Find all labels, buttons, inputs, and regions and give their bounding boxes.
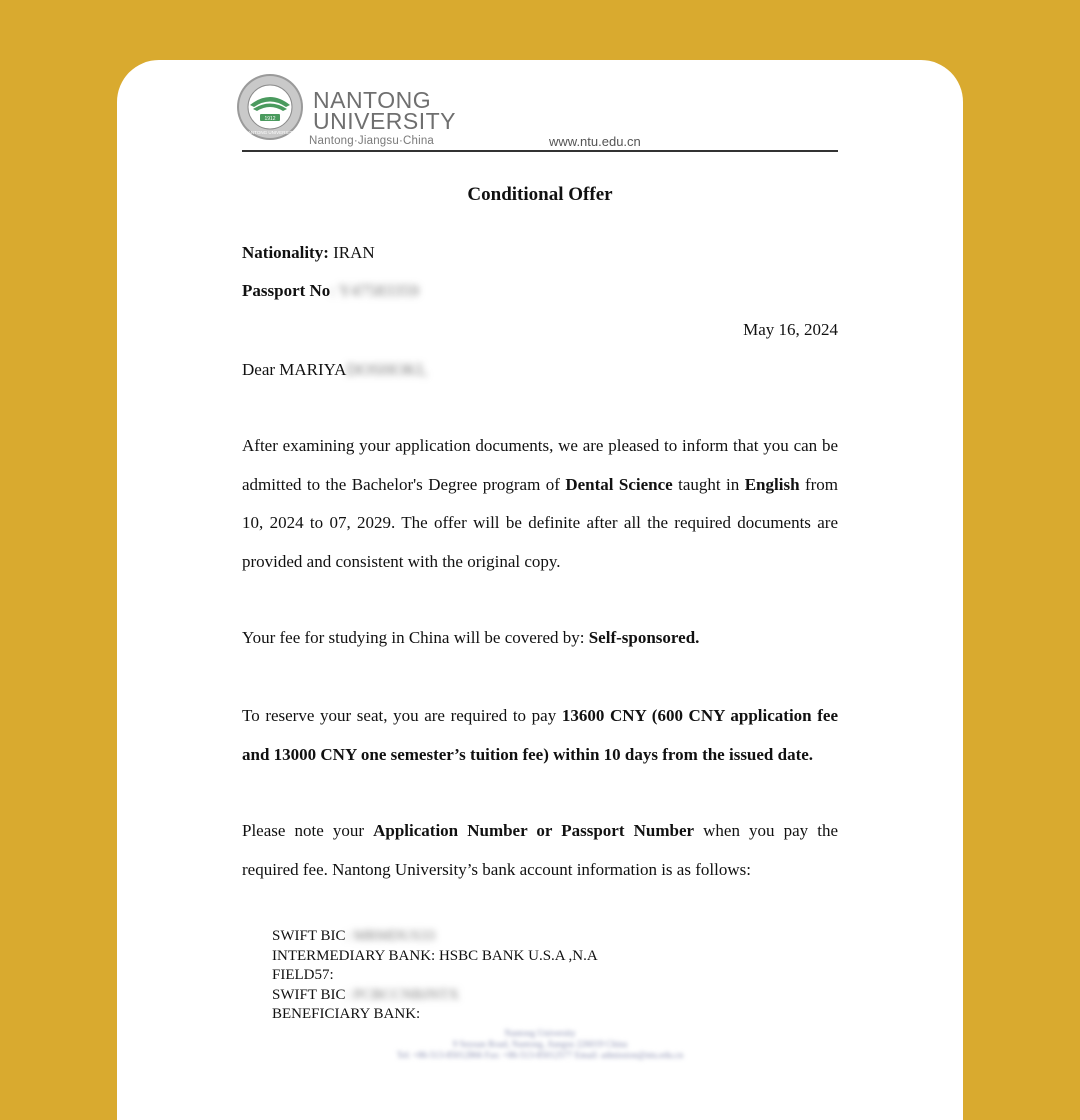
- payment-paragraph: [242, 697, 838, 774]
- swift-bic-2-label: SWIFT BIC: [272, 986, 346, 1003]
- reference-requirement: Application Number or Passport Number: [373, 821, 695, 840]
- field57: FIELD57:: [272, 967, 334, 983]
- nationality-line: [242, 243, 375, 263]
- letter-date: May 16, 2024: [743, 320, 838, 339]
- p1-text-1: After examining your application documents, we are pleased to inform that you can be admitted to the Bachelor's Degree program of: [242, 436, 838, 494]
- seal-ring-text: NANTONG UNIVERSITY: [244, 130, 296, 135]
- letter-title: Conditional Offer: [467, 184, 613, 205]
- bank-note-paragraph: [242, 812, 838, 889]
- passport-label: Passport No: [242, 281, 331, 300]
- footer-line-1: Nantong University: [504, 1028, 576, 1038]
- admission-paragraph: [242, 427, 838, 581]
- p1-text-3: from 10, 2024 to 07, 2029. The offer will be definite after all the required documents are provided and consistent with the original copy.: [242, 474, 839, 571]
- p4-text-2: when you pay the required fee. Nantong University’s bank account information is as follows:: [242, 821, 839, 879]
- letterhead-divider: [242, 150, 838, 152]
- intermediary-bank: INTERMEDIARY BANK: HSBC BANK U.S.A ,N.A: [272, 947, 598, 964]
- bank-details: [272, 927, 598, 1025]
- p4-text-1: Please note your: [242, 821, 374, 840]
- payment-amount: 13600 CNY (600 CNY application fee and 13000 CNY one semester’s tuition fee) within 10 days from the issued date.: [242, 706, 838, 764]
- swift-bic-1: [272, 927, 598, 947]
- letter-page: [117, 60, 963, 1120]
- p2-text-1: Your fee for studying in China will be covered by:: [242, 628, 589, 647]
- recipient-surname-redacted: DOSHOKI,: [346, 360, 428, 379]
- teaching-language: English: [744, 474, 800, 494]
- swift-bic-2-redacted: : PCBCCNBJNTX: [345, 986, 460, 1003]
- university-location: Nantong·Jiangsu·China: [309, 135, 435, 147]
- passport-line: [242, 281, 419, 301]
- swift-bic-2: [272, 986, 598, 1006]
- swift-bic-1-label: SWIFT BIC: [272, 928, 346, 944]
- beneficiary-bank: BENEFICIARY BANK:: [272, 1006, 421, 1022]
- university-name-line1: NANTONG: [313, 87, 432, 113]
- university-name: [313, 87, 457, 135]
- p1-text-2: taught in: [672, 474, 745, 494]
- footer-line-2: 9 Seyuan Road, Nantong, Jiangsu 226019 China: [452, 1039, 628, 1049]
- salutation: [242, 360, 427, 380]
- footer-line-3: Tel: +86-513-85012866 Fax: +86-513-85012577 Email: admission@ntu.edu.cn: [396, 1050, 684, 1060]
- seal-year: 1912: [264, 116, 276, 122]
- letter-footer: [242, 1028, 838, 1061]
- funding-type: Self-sponsored.: [588, 628, 700, 647]
- funding-paragraph: [242, 619, 838, 658]
- p3-text-1: To reserve your seat, you are required to pay: [242, 706, 562, 725]
- nationality-value: IRAN: [333, 243, 375, 262]
- swift-bic-1-redacted: : MRMDUS33: [345, 928, 436, 944]
- salutation-text: Dear MARIYA: [242, 360, 347, 379]
- university-website: www.ntu.edu.cn: [549, 134, 641, 149]
- nationality-label: Nationality:: [242, 243, 329, 262]
- program-name: Dental Science: [565, 474, 673, 494]
- university-seal-icon: [236, 73, 304, 141]
- university-name-line2: UNIVERSITY: [313, 108, 457, 135]
- passport-number-redacted: : Y47583359: [330, 281, 419, 300]
